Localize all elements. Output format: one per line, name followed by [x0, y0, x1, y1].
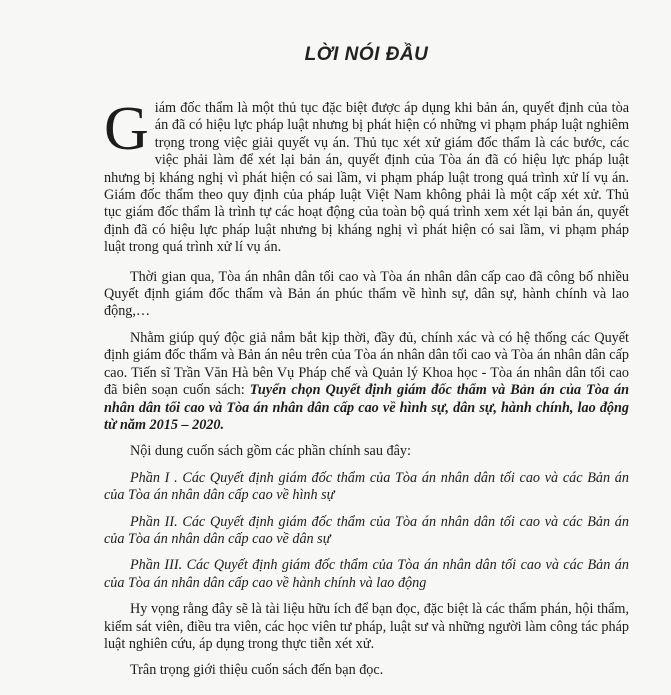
paragraph-announcement: Thời gian qua, Tòa án nhân dân tối cao và Tòa án nhân dân cấp cao đã công bố nhiều Quyết định giám đốc thẩm và Bản án phúc thẩm về hình sự, dân sự, hành chính và lao động,…	[104, 268, 629, 320]
paragraph-purpose	[104, 330, 629, 434]
purpose-text: Nhằm giúp quý độc giả nắm bắt kịp thời, đầy đủ, chính xác và có hệ thống các Quyết định giám đốc thẩm và Bản án nêu trên của Tòa án nhân dân tối cao và Tòa án nhân dân cấp cao. Tiến sĩ Trần Văn Hà bên Vụ Pháp chế và Quản lý Khoa học - Tòa án nhân dân tối cao đã biên soạn cuốn sách:	[104, 329, 629, 399]
part-item: Phần I . Các Quyết định giám đốc thẩm của Tòa án nhân dân tối cao và các Bản án của Tòa án nhân dân cấp cao về hình sự	[104, 469, 629, 504]
part-item: Phần II. Các Quyết định giám đốc thẩm của Tòa án nhân dân tối cao và các Bản án của Tòa án nhân dân cấp cao về dân sự	[104, 513, 629, 547]
page-title: LỜI NÓI ĐẦU	[304, 44, 429, 65]
intro-text: iám đốc thẩm là một thủ tục đặc biệt được áp dụng khi bản án, quyết định của tòa án đã có hiệu lực pháp luật nhưng bị phát hiện có những vi phạm pháp luật nghiêm trọng trong việc giải quyết vụ án. Thủ tục xét xử giám đốc thẩm là các bước, các việc phải làm để xét lại bản án, quyết định của Tòa án đã có hiệu lực pháp luật nhưng bị kháng nghị vì phát hiện có sai lầm, vi phạm pháp luật trong quá trình xử lí vụ án. Giám đốc thẩm theo quy định của pháp luật Việt Nam không phải là một cấp xét xử. Thủ tục giám đốc thẩm là trình tự các hoạt động của toàn bộ quá trình xem xét lại bản án, quyết định đã có hiệu lực pháp luật nhưng bị kháng nghị vì phát hiện có sai lầm, vi phạm pháp luật trong quá trình xử lí vụ án.	[104, 100, 629, 256]
part-item: Phần III. Các Quyết định giám đốc thẩm của Tòa án nhân dân tối cao và các Bản án của Tòa án nhân dân cấp cao về hành chính và lao động	[104, 557, 629, 591]
intro-paragraph	[104, 95, 629, 257]
book-title: Tuyển chọn Quyết định giám đốc thẩm và Bản án của Tòa án nhân dân tối cao và Tòa án nhân dân cấp cao về hình sự, dân sự, hành chính, lao động từ năm 2015 – 2020.	[104, 382, 629, 433]
drop-cap: G	[104, 95, 149, 163]
paragraph-hope: Hy vọng rằng đây sẽ là tài liệu hữu ích để bạn đọc, đặc biệt là các thẩm phán, hội thẩm, kiểm sát viên, điều tra viên, các học viên tư pháp, luật sư và những người làm công tác pháp luật nghiên cứu, áp dụng trong thực tiễn xét xử.	[104, 601, 629, 652]
paragraph-contents-intro: Nội dung cuốn sách gồm các phần chính sau đây:	[130, 443, 411, 460]
paragraph-closing: Trân trọng giới thiệu cuốn sách đến bạn đọc.	[130, 662, 384, 679]
